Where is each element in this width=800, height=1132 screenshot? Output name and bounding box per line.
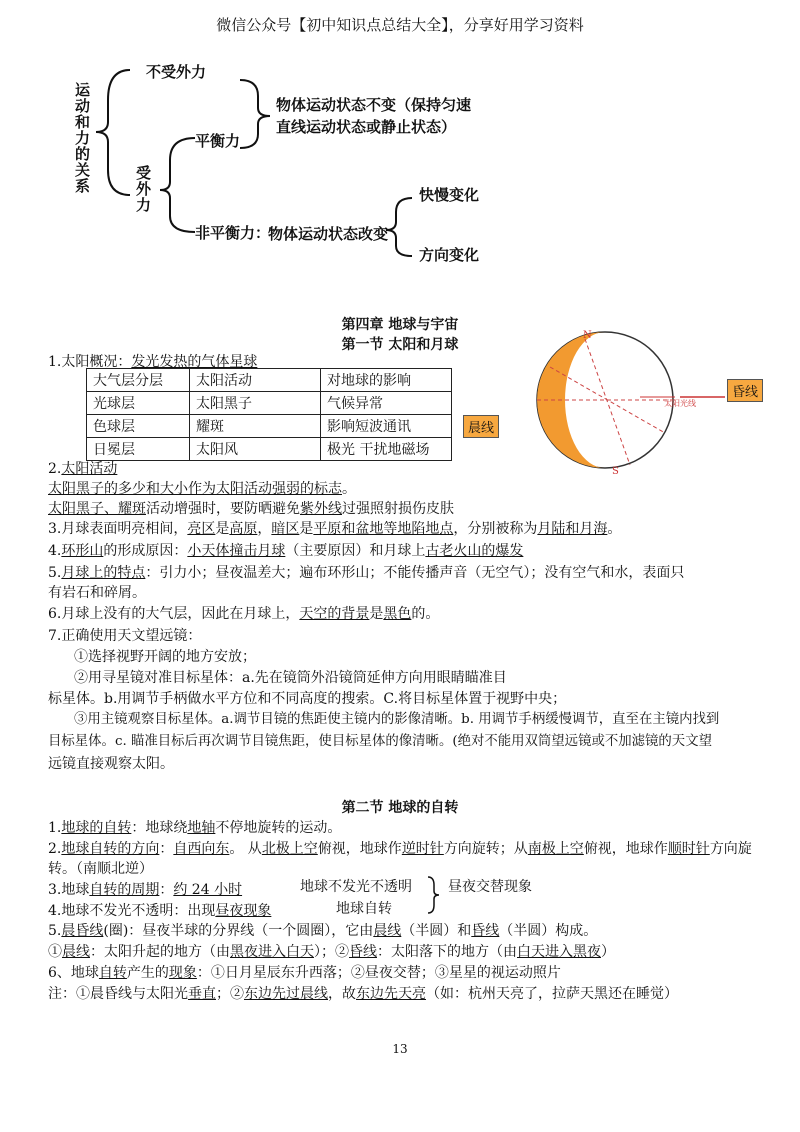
s2-line-4: 3.地球自转的周期：约 24 小时 (48, 882, 243, 898)
line-11: ①选择视野开阔的地方安放； (74, 649, 256, 665)
mindmap-balanced: 平衡力 (195, 132, 241, 150)
line-3: 太阳黑子的多少和大小作为太阳活动强弱的标志。 (48, 481, 356, 497)
s2-line-2: 2.地球自转的方向：自西向东。 从北极上空俯视，地球作逆时针方向旋转；从南极上空俯视，地球作顺时针方向旋 (48, 841, 752, 857)
line-16: 远镜直接观察太阳。 (48, 756, 174, 772)
mindmap-speed: 快慢变化 (419, 186, 480, 204)
table-row: 色球层 耀斑 影响短波通讯 (87, 415, 452, 438)
south-label: S (612, 466, 619, 477)
s2-line-8: 6、地球自转产生的现象：①日月星辰东升西落；②昼夜交替；③星星的视运动照片 (48, 965, 561, 981)
s2-line-9: 注：①晨昏线与太阳光垂直；②东边先过晨线，故东边先天亮（如：杭州天亮了，拉萨天黑还在睡觉） (48, 986, 678, 1002)
sun-activity-table: 大气层分层 太阳活动 对地球的影响 光球层 太阳黑子 气候异常 色球层 耀斑 影响短波通讯 日冕层 太阳风 极光 干扰地磁场 (86, 368, 452, 461)
side-brace (426, 875, 442, 915)
table-row: 光球层 太阳黑子 气候异常 (87, 392, 452, 415)
line-12: ②用寻星镜对准目标星体：a.先在镜筒外沿镜筒延伸方向用眼睛瞄准目 (74, 670, 507, 686)
mindmap-root: 运动和力的关系 (73, 82, 91, 194)
s2-line-3: 转。（南顺北逆） (48, 861, 153, 877)
s2-line-7: ①晨线：太阳升起的地方（由黑夜进入白天）；②昏线：太阳落下的地方（由白天进入黑夜） (48, 944, 615, 960)
line-13: 标星体。b.用调节手柄做水平方位和不同高度的搜索。C.将目标星体置于视野中央； (48, 691, 567, 707)
mindmap-braces (0, 0, 800, 280)
line-9: 6.月球上没有的大气层，因此在月球上，天空的背景是黑色的。 (48, 606, 440, 622)
section1-title: 第一节 太阳和月球 (341, 337, 459, 353)
s2-line-5: 4.地球不发光不透明：出现昼夜现象 (48, 903, 272, 919)
page-header: 微信公众号【初中知识点总结大全】，分享好用学习资料 (216, 16, 584, 34)
line-15: 目标星体。c. 瞄准目标后再次调节目镜焦距，使目标星体的像清晰。(绝对不能用双筒望远镜或不加滤镜的天文望 (48, 734, 712, 749)
line-2: 2.太阳活动 (48, 461, 118, 477)
line-8: 有岩石和碎屑。 (48, 585, 146, 601)
line-6: 4.环形山的形成原因：小天体撞击月球（主要原因）和月球上古老火山的爆发 (48, 543, 524, 559)
section2-title: 第二节 地球的自转 (341, 800, 459, 816)
s2-line-6: 5.晨昏线(圈)：昼夜半球的分界线（一个圆圈），它由晨线（半圆）和昏线（半圆）构成。 (48, 923, 598, 939)
line-14: ③用主镜观察目标星体。a.调节目镜的焦距使主镜内的影像清晰。b. 用调节手柄缓慢调节，直至在主镜内找到 (74, 712, 720, 727)
dawn-line-label: 晨线 (463, 415, 499, 438)
page-number: 13 (392, 1042, 408, 1056)
line-10: 7.正确使用天文望远镜： (48, 628, 202, 644)
day-night-diagram (530, 325, 760, 495)
mindmap-no-force: 不受外力 (146, 63, 207, 81)
line-5: 3.月球表面明亮相间，亮区是高原，暗区是平原和盆地等地陷地点，分别被称为月陆和月海。 (48, 521, 622, 537)
dusk-line-label: 昏线 (727, 379, 763, 402)
mindmap-result-line1: 物体运动状态不变（保持匀速 (276, 96, 472, 114)
side-note-1: 地球不发光不透明 (300, 879, 412, 895)
mindmap-unbalanced: 非平衡力： (195, 224, 271, 242)
mindmap-direction: 方向变化 (419, 246, 480, 264)
side-note-3: 昼夜交替现象 (448, 879, 532, 895)
table-row: 日冕层 太阳风 极光 干扰地磁场 (87, 438, 452, 461)
line-1: 1.太阳概况：发光发热的气体星球 (48, 354, 258, 370)
mindmap-force: 受外力 (134, 165, 152, 213)
mindmap-changes: 物体运动状态改变 (268, 225, 389, 243)
north-label: N (583, 330, 592, 341)
line-4: 太阳黑子、耀斑活动增强时，要防晒避免紫外线过强照射损伤皮肤 (48, 501, 454, 517)
sunlight-label: 太阳光线 (664, 399, 696, 408)
s2-line-1: 1.地球的自转：地球绕地轴不停地旋转的运动。 (48, 820, 342, 836)
line-7: 5.月球上的特点：引力小；昼夜温差大；遍布环形山；不能传播声音（无空气）；没有空气和水，表面只 (48, 565, 685, 581)
mindmap-result-line2: 直线运动状态或静止状态） (276, 118, 457, 136)
chapter-title: 第四章 地球与宇宙 (341, 317, 459, 333)
side-note-2: 地球自转 (336, 901, 392, 917)
